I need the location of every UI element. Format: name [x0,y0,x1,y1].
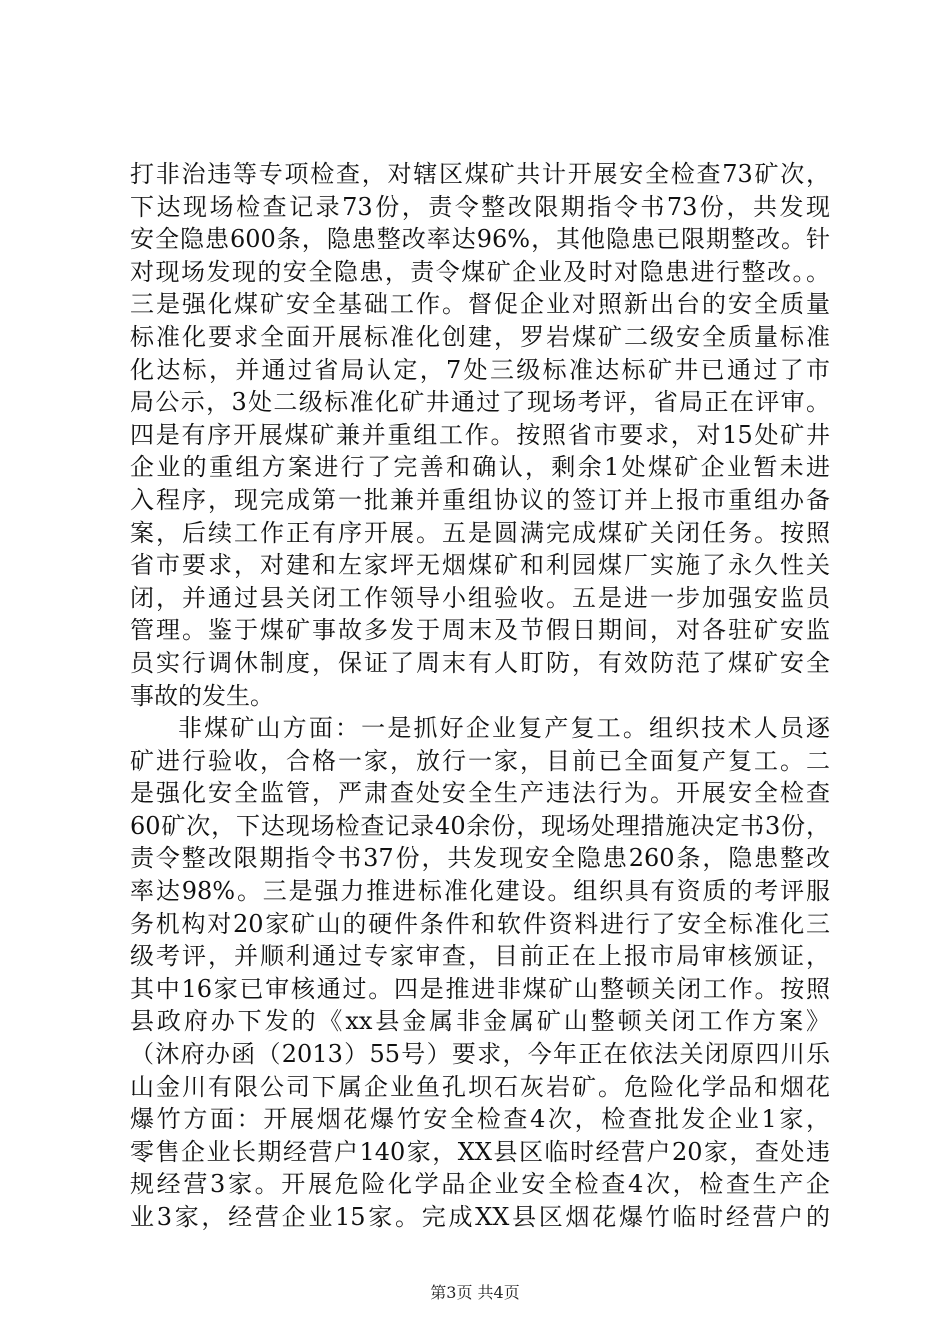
text-line: 三是强化煤矿安全基础工作。督促企业对照新出台的安全质量 [130,290,830,319]
text-line: 管理。鉴于煤矿事故多发于周末及节假日期间，对各驻矿安监 [130,616,830,645]
text-line: 打非治违等专项检查，对辖区煤矿共计开展安全检查73矿次， [130,160,830,188]
text-line: 是强化安全监管，严肃查处安全生产违法行为。开展安全检查 [130,779,830,808]
text-line: 案，后续工作正有序开展。五是圆满完成煤矿关闭任务。按照 [130,518,830,547]
text-line: 标准化要求全面开展标准化创建，罗岩煤矿二级安全质量标准 [130,322,830,351]
text-line: 县政府办下发的《xx县金属非金属矿山整顿关闭工作方案》 [130,1007,830,1036]
text-line: 四是有序开展煤矿兼并重组工作。按照省市要求，对15处矿井 [130,420,830,449]
text-line: 安全隐患600条，隐患整改率达96%，其他隐患已限期整改。针 [130,225,830,254]
text-line: 矿进行验收，合格一家，放行一家，目前已全面复产复工。二 [130,746,830,775]
text-line: 员实行调休制度，保证了周末有人盯防，有效防范了煤矿安全 [130,648,830,677]
text-line: 级考评，并顺利通过专家审查，目前正在上报市局审核颁证， [130,942,830,971]
text-line: 规经营3家。开展危险化学品企业安全检查4次，检查生产企 [130,1170,830,1199]
text-line: 对现场发现的安全隐患，责令煤矿企业及时对隐患进行整改。。 [130,257,830,286]
text-line: （沐府办函（2013）55号）要求，今年正在依法关闭原四川乐 [130,1040,830,1069]
text-line: 局公示，3处二级标准化矿井通过了现场考评，省局正在评审。 [130,388,830,417]
text-line: 事故的发生。 [130,681,274,710]
text-line: 业3家，经营企业15家。完成XX县区烟花爆竹临时经营户的 [130,1203,830,1231]
text-line: 零售企业长期经营户140家，XX县区临时经营户20家，查处违 [130,1137,830,1166]
text-line: 下达现场检查记录73份，责令整改限期指令书73份，共发现 [130,192,830,221]
text-line: 爆竹方面：开展烟花爆竹安全检查4次，检查批发企业1家， [130,1105,830,1134]
text-line: 化达标，并通过省局认定，7处三级标准达标矿井已通过了市 [130,355,830,384]
text-line: 其中16家已审核通过。四是推进非煤矿山整顿关闭工作。按照 [130,974,830,1003]
text-line: 非煤矿山方面：一是抓好企业复产复工。组织技术人员逐 [178,714,830,743]
text-line: 闭，并通过县关闭工作领导小组验收。五是进一步加强安监员 [130,583,830,612]
text-line: 山金川有限公司下属企业鱼孔坝石灰岩矿。危险化学品和烟花 [130,1072,830,1101]
text-line: 责令整改限期指令书37份，共发现安全隐患260条，隐患整改 [130,844,830,873]
text-line: 省市要求，对建和左家坪无烟煤矿和利园煤厂实施了永久性关 [130,551,830,580]
text-line: 60矿次，下达现场检查记录40余份，现场处理措施决定书3份， [130,811,830,840]
text-line: 率达98%。三是强力推进标准化建设。组织具有资质的考评服 [130,877,830,906]
body-text [130,158,830,1234]
text-line: 务机构对20家矿山的硬件条件和软件资料进行了安全标准化三 [130,909,830,938]
page-footer: 第3页 共4页 [430,1283,520,1302]
text-line: 入程序，现完成第一批兼并重组协议的签订并上报市重组办备 [130,485,830,514]
text-line: 企业的重组方案进行了完善和确认，剩余1处煤矿企业暂未进 [130,453,830,482]
